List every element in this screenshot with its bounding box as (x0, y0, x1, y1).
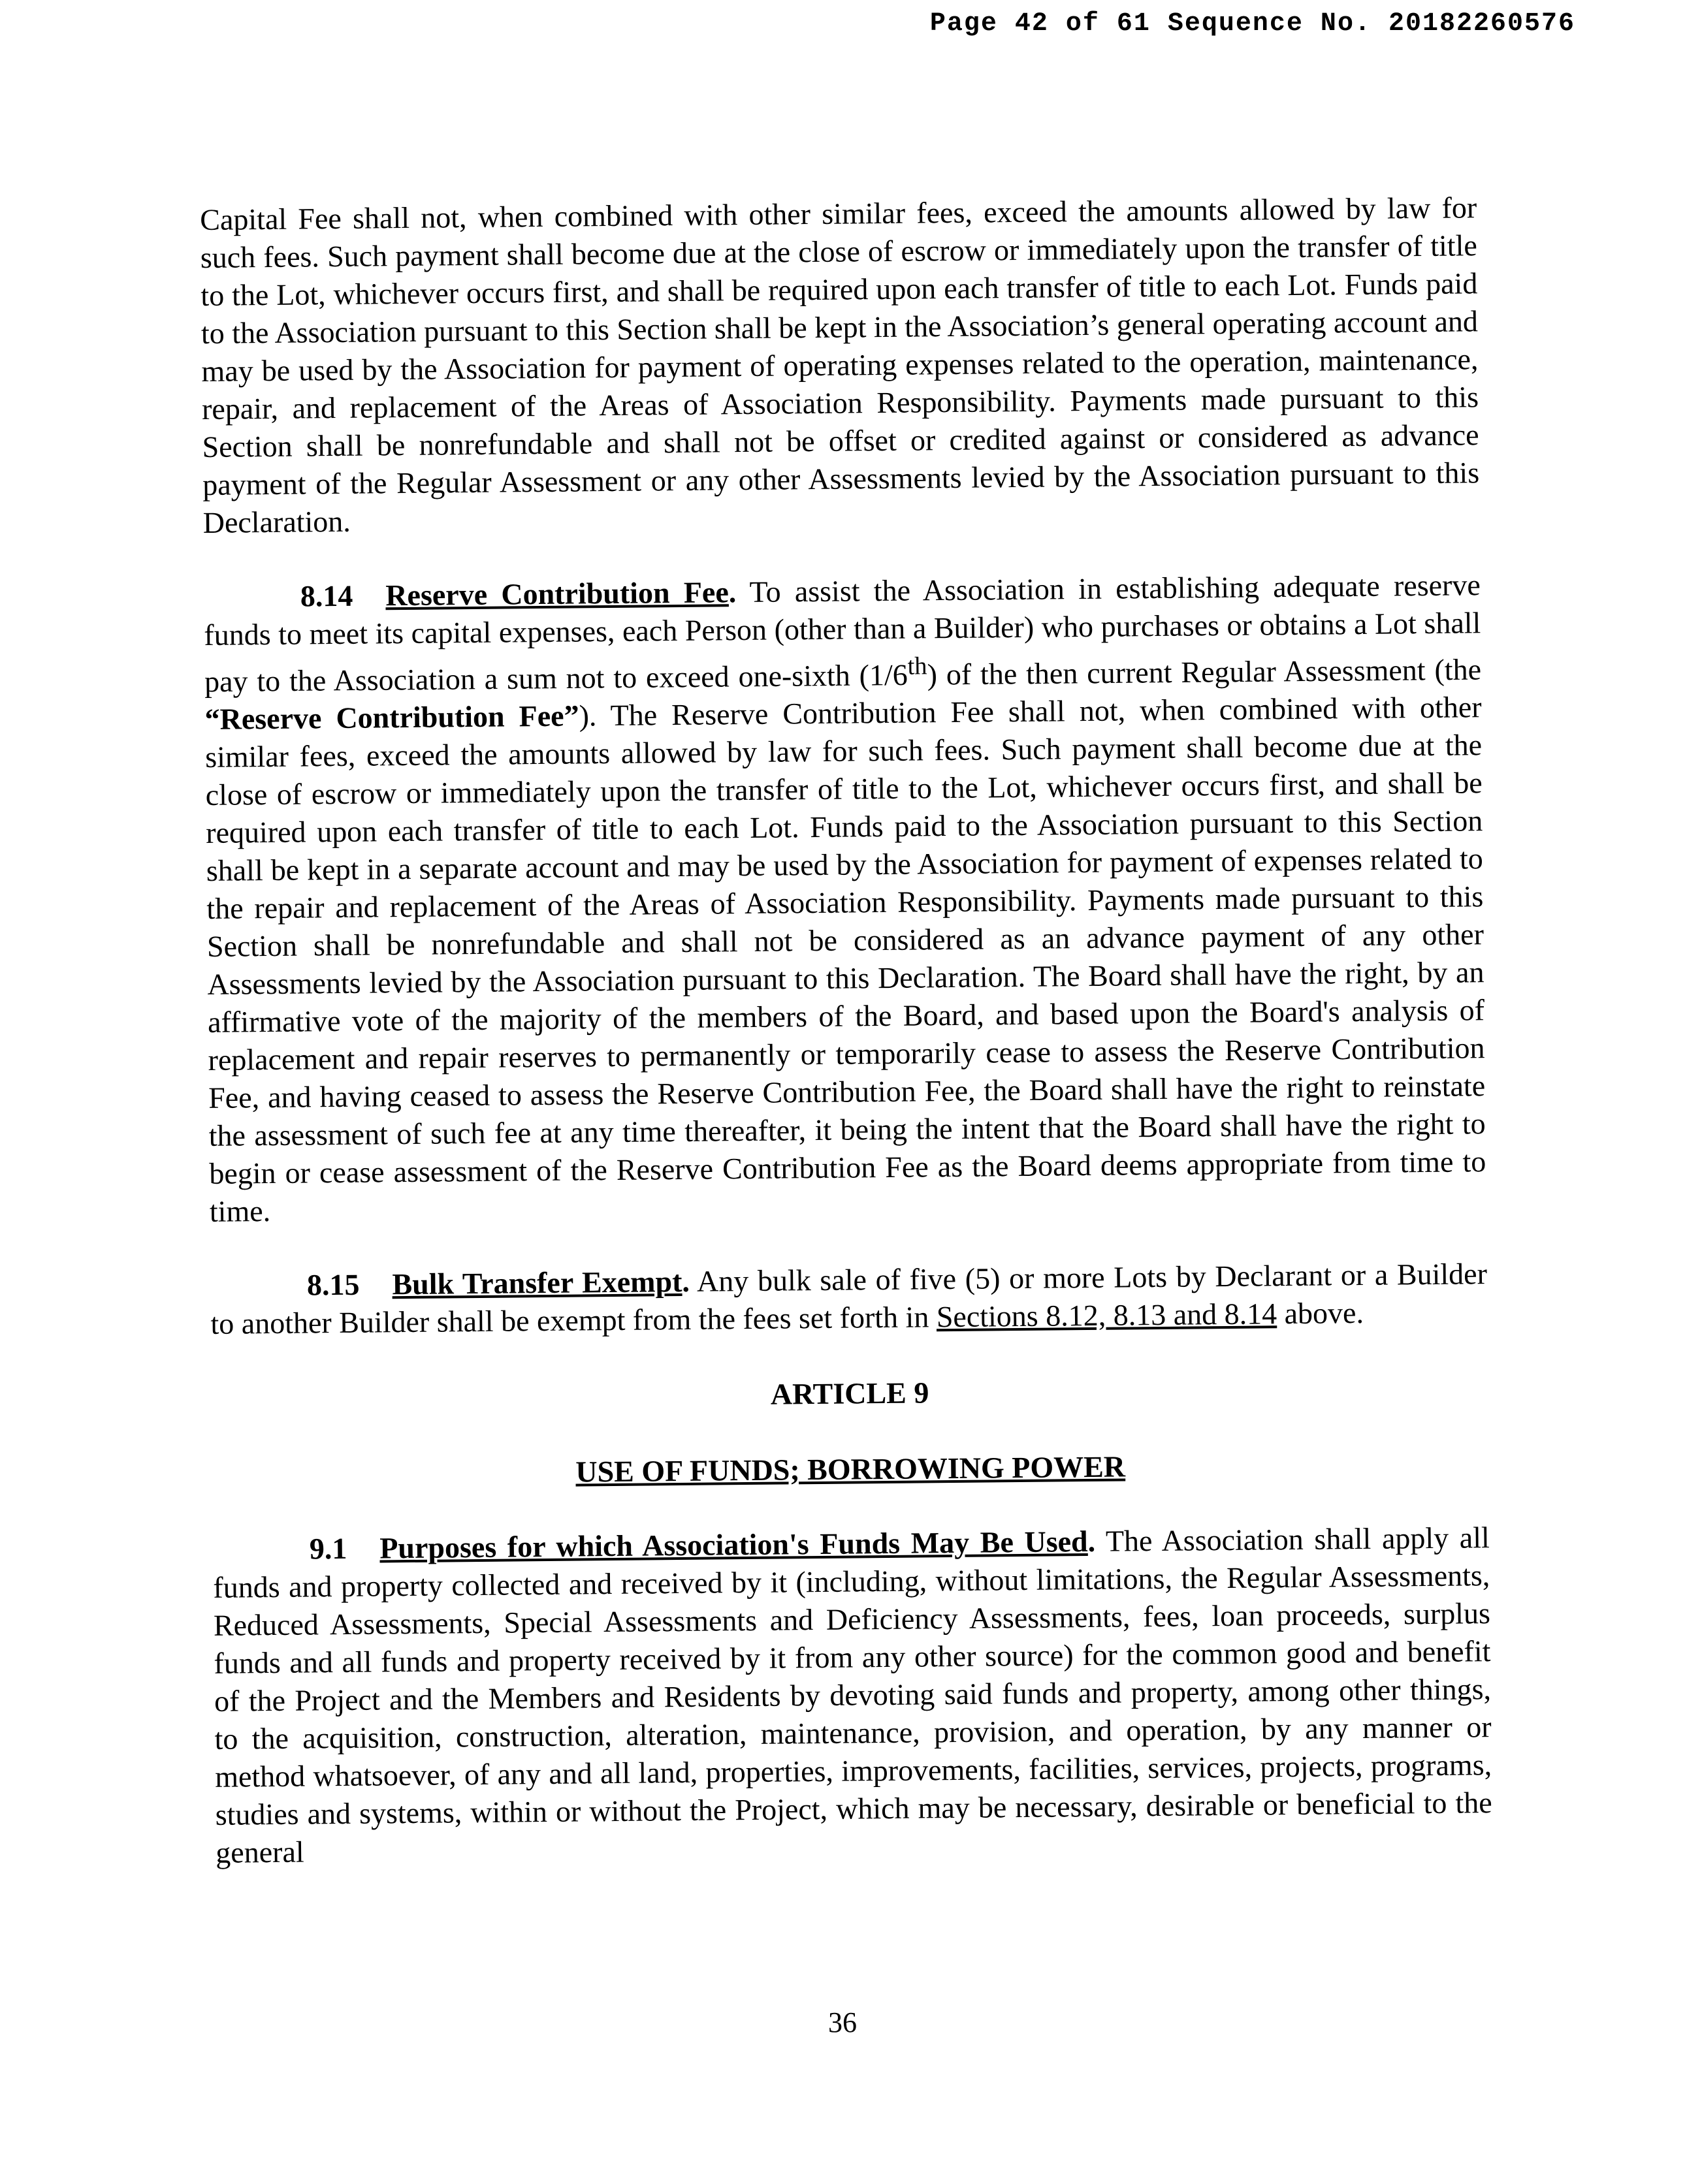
section-8-14-text-2: ) of the then current Regular Assessment (the (927, 652, 1482, 691)
section-8-15-title: Bulk Transfer Exempt (392, 1265, 682, 1301)
section-8-14-title-period: . (728, 575, 737, 609)
section-8-14-number: 8.14 (300, 578, 353, 613)
defined-term-reserve-contribution-fee: “Reserve Contribution Fee” (204, 699, 579, 736)
section-9-1-text: The Association shall apply all funds and property collected and received by it (including, without limitations, the Regular Assessments, Reduced Assessments, Special Assessments and Deficiency Assessments, fees, loan proceeds, surplus funds and all funds and property received by it from any other source) for the common good and benefit of the Project and the Members and Residents by devoting said funds and property, among other things, to the acquisition, construction, alteration, maintenance, provision, and operation, by any manner or method whatsoever, of any and all land, properties, improvements, facilities, services, projects, programs, studies and systems, within or without the Project, which may be necessary, desirable or beneficial to the general (213, 1521, 1492, 1870)
section-8-14-title: Reserve Contribution Fee (385, 575, 729, 612)
section-8-14-paragraph (204, 566, 1487, 1231)
section-8-15-number: 8.15 (306, 1268, 360, 1302)
section-8-15-paragraph (210, 1255, 1488, 1343)
section-9-1-title-period: . (1087, 1525, 1096, 1559)
section-8-14-text-3: ). The Reserve Contribution Fee shall not, when combined with other similar fees, exceed the amounts allowed by law for such fees. Such payment shall become due at the close of escrow or immediately upon the transfer of title to the Lot, whichever occurs first, and shall be required upon each transfer of title to each Lot. Funds paid to the Association pursuant to this Section shall be kept in a separate account and may be used by the Association for payment of expenses related to the repair and replacement of the Areas of Association Responsibility. Payments made pursuant to this Section shall be nonrefundable and shall not be considered as an advance payment of any other Assessments levied by the Association pursuant to this Declaration. The Board shall have the right, by an affirmative vote of the majority of the members of the Board, and based upon the Board's analysis of replacement and repair reserves to permanently or temporarily cease to assess the Reserve Contribution Fee, and having ceased to assess the Reserve Contribution Fee, the Board shall have the right to reinstate the assessment of such fee at any time thereafter, it being the intent that the Board shall have the right to begin or cease assessment of the Reserve Contribution Fee as the Board deems appropriate from time to time. (204, 690, 1486, 1229)
section-reference: Sections 8.12, 8.13 and 8.14 (936, 1297, 1277, 1334)
document-body (200, 189, 1492, 1872)
section-8-15-text-1: Any bulk sale of five (5) or more Lots by Declarant or a Builder to another Builder shall be exempt from the fees set forth in (210, 1257, 1488, 1341)
section-9-1-paragraph (213, 1519, 1493, 1872)
section-8-15-text-2: above. (1276, 1296, 1364, 1331)
section-8-14-text-1: To assist the Association in establishing adequate reserve funds to meet its capital expenses, each Person (other than a Builder) who purchases or obtains a Lot shall pay to the Association a sum not to exceed one-sixth (1/6 (204, 568, 1481, 699)
page-header: Page 42 of 61 Sequence No. 20182260576 (929, 9, 1575, 39)
page-number: 36 (828, 2006, 857, 2038)
section-8-14-superscript: th (907, 652, 927, 680)
section-8-15-title-period: . (682, 1265, 690, 1299)
section-9-1-title: Purposes for which Association's Funds May Be Used (379, 1525, 1088, 1565)
continued-paragraph: Capital Fee shall not, when combined with other similar fees, exceed the amounts allowed by law for such fees. Such payment shall become due at the close of escrow or immediately upon the transfer of title to the Lot, whichever occurs first, and shall be required upon each transfer of title to each Lot. Funds paid to the Association pursuant to this Section shall be kept in the Association’s general operating account and may be used by the Association for payment of operating expenses related to the operation, maintenance, repair, and replacement of the Areas of Association Responsibility. Payments made pursuant to this Section shall be nonrefundable and shall not be offset or credited against or considered as advance payment of the Regular Assessment or any other Assessments levied by the Association pursuant to this Declaration. (200, 191, 1480, 539)
article-title: USE OF FUNDS; BORROWING POWER (575, 1449, 1126, 1489)
section-9-1-number: 9.1 (309, 1532, 347, 1566)
article-heading: ARTICLE 9 (770, 1376, 929, 1412)
